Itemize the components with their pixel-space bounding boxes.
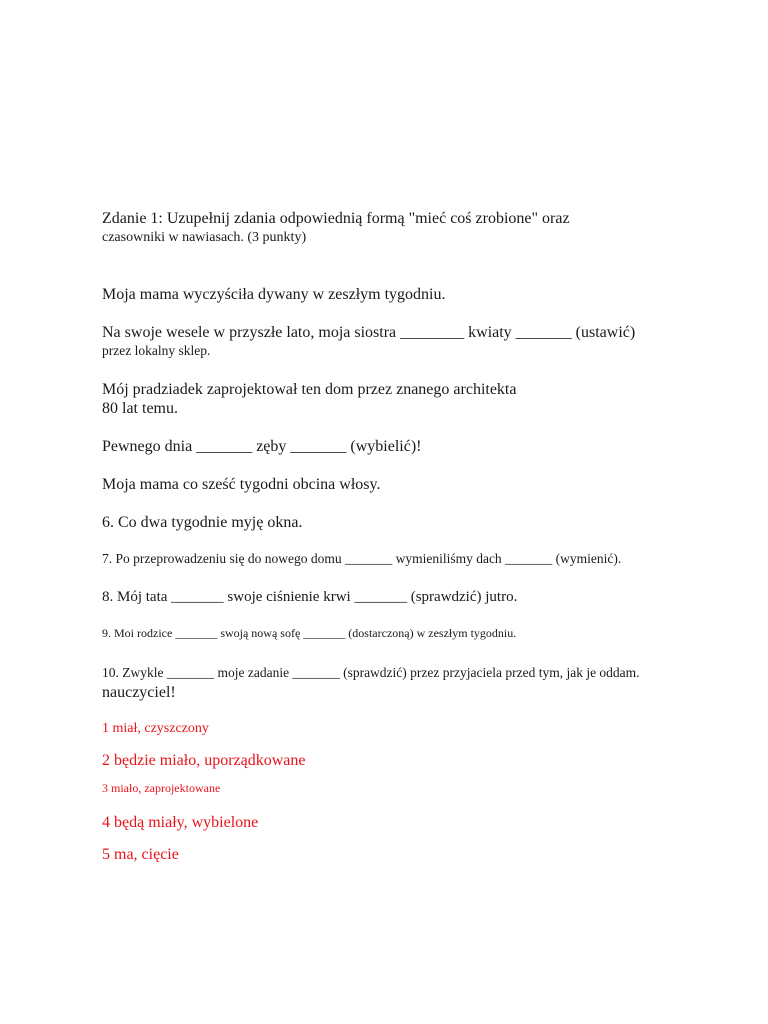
answer-5: 5 ma, cięcie — [102, 846, 179, 863]
sentence-5: Moja mama co sześć tygodni obcina włosy. — [102, 476, 381, 493]
sentence-6: 6. Co dwa tygodnie myję okna. — [102, 514, 303, 531]
sentence-7: 7. Po przeprowadzeniu się do nowego domu _______ wymieniliśmy dach _______ (wymienić). — [102, 551, 622, 566]
sentence-3-continuation: 80 lat temu. — [102, 400, 178, 417]
sentence-10-continuation: nauczyciel! — [102, 684, 176, 701]
sentence-9: 9. Moi rodzice _______ swoją nową sofę _______ (dostarczoną) w zeszłym tygodniu. — [102, 626, 517, 640]
sentence-8: 8. Mój tata _______ swoje ciśnienie krwi _______ (sprawdzić) jutro. — [102, 589, 518, 605]
sentence-3: Mój pradziadek zaprojektował ten dom przez znanego architekta — [102, 381, 517, 398]
task-title: Zdanie 1: Uzupełnij zdania odpowiednią formą "mieć coś zrobione" oraz — [102, 210, 570, 227]
answer-4: 4 będą miały, wybielone — [102, 814, 259, 831]
sentence-1: Moja mama wyczyściła dywany w zeszłym tygodniu. — [102, 286, 446, 303]
task-instructions: czasowniki w nawiasach. (3 punkty) — [102, 230, 307, 245]
sentence-4: Pewnego dnia _______ zęby _______ (wybielić)! — [102, 438, 422, 455]
sentence-2-continuation: przez lokalny sklep. — [102, 343, 211, 358]
sentence-10: 10. Zwykle _______ moje zadanie _______ (sprawdzić) przez przyjaciela przed tym, jak je oddam. — [102, 665, 640, 680]
sentence-2: Na swoje wesele w przyszłe lato, moja siostra ________ kwiaty _______ (ustawić) — [102, 324, 636, 341]
answer-3: 3 miało, zaprojektowane — [102, 781, 221, 795]
answer-1: 1 miał, czyszczony — [102, 721, 209, 736]
answer-2: 2 będzie miało, uporządkowane — [102, 752, 306, 769]
